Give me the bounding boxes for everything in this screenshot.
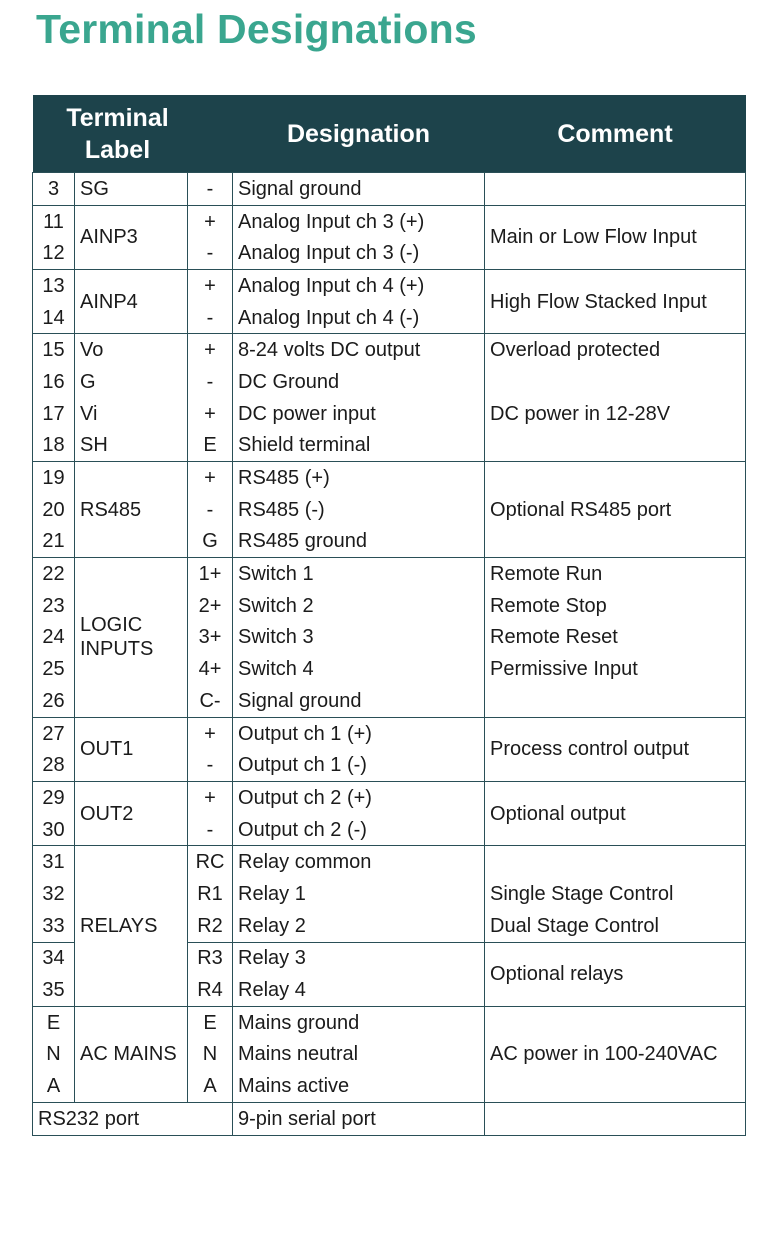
terminal-number: 20: [33, 494, 75, 526]
table-header-row: [33, 95, 746, 173]
terminal-polarity: R4: [188, 974, 233, 1006]
terminal-polarity: R1: [188, 878, 233, 910]
terminal-comment: Optional RS485 port: [485, 462, 746, 558]
page-title: Terminal Designations: [36, 6, 477, 52]
terminal-polarity: -: [188, 494, 233, 526]
terminal-comment: Remote Run: [485, 558, 746, 590]
terminal-number: 28: [33, 749, 75, 781]
terminal-comment: Dual Stage Control: [485, 910, 746, 942]
terminal-number: 33: [33, 910, 75, 942]
terminal-number: 14: [33, 302, 75, 334]
table-row: [33, 270, 746, 302]
terminal-table: [32, 95, 746, 1136]
terminal-designation: RS485 ground: [233, 526, 485, 558]
terminal-designation: RS485 (+): [233, 462, 485, 494]
terminal-number: E: [33, 1006, 75, 1038]
terminal-comment: Optional relays: [485, 942, 746, 1006]
terminal-comment: Permissive Input: [485, 653, 746, 685]
terminal-comment: Process control output: [485, 717, 746, 781]
terminal-number: 19: [33, 462, 75, 494]
terminal-label: LOGIC INPUTS: [75, 558, 188, 717]
terminal-polarity: 4+: [188, 653, 233, 685]
terminal-polarity: +: [188, 717, 233, 749]
terminal-designation: Output ch 2 (+): [233, 782, 485, 814]
table-row: [33, 717, 746, 749]
terminal-comment: [485, 846, 746, 878]
terminal-designation: Relay 2: [233, 910, 485, 942]
table-row: [33, 173, 746, 206]
terminal-polarity: -: [188, 302, 233, 334]
terminal-comment: [485, 173, 746, 206]
table-row: [33, 205, 746, 237]
terminal-number: 15: [33, 334, 75, 366]
terminal-designation: Output ch 2 (-): [233, 814, 485, 846]
terminal-label: AC MAINS: [75, 1006, 188, 1102]
terminal-label: RS232 port: [33, 1102, 233, 1135]
terminal-polarity: +: [188, 270, 233, 302]
terminal-comment: High Flow Stacked Input: [485, 270, 746, 334]
terminal-designation: Relay 3: [233, 942, 485, 974]
terminal-number: 16: [33, 366, 75, 398]
terminal-number: 17: [33, 398, 75, 430]
terminal-designation: DC power input: [233, 398, 485, 430]
terminal-comment: [485, 1102, 746, 1135]
table-row: [33, 334, 746, 366]
terminal-designation: Signal ground: [233, 685, 485, 717]
terminal-designation: Output ch 1 (-): [233, 749, 485, 781]
terminal-number: 11: [33, 205, 75, 237]
terminal-comment: Overload protected: [485, 334, 746, 366]
terminal-number: 13: [33, 270, 75, 302]
terminal-polarity: +: [188, 462, 233, 494]
terminal-number: 26: [33, 685, 75, 717]
terminal-polarity: -: [188, 366, 233, 398]
terminal-label: RS485: [75, 462, 188, 558]
terminal-number: 18: [33, 430, 75, 462]
table-row: [33, 846, 746, 878]
table-row: [33, 1006, 746, 1038]
terminal-number: 29: [33, 782, 75, 814]
terminal-label: OUT1: [75, 717, 188, 781]
terminal-polarity: 3+: [188, 622, 233, 654]
table-row: [33, 1102, 746, 1135]
terminal-number: 32: [33, 878, 75, 910]
terminal-comment: Remote Reset: [485, 622, 746, 654]
terminal-number: 34: [33, 942, 75, 974]
header-designation: Designation: [233, 95, 485, 173]
terminal-polarity: RC: [188, 846, 233, 878]
terminal-comment: Remote Stop: [485, 590, 746, 622]
terminal-designation: 8-24 volts DC output: [233, 334, 485, 366]
terminal-comment: Single Stage Control: [485, 878, 746, 910]
terminal-designation: Analog Input ch 4 (-): [233, 302, 485, 334]
terminal-polarity: R3: [188, 942, 233, 974]
terminal-designation: Analog Input ch 3 (-): [233, 237, 485, 269]
terminal-polarity: +: [188, 398, 233, 430]
terminal-number: 3: [33, 173, 75, 206]
terminal-polarity: -: [188, 814, 233, 846]
terminal-designation: Mains neutral: [233, 1039, 485, 1071]
terminal-polarity: E: [188, 430, 233, 462]
terminal-polarity: 2+: [188, 590, 233, 622]
terminal-polarity: +: [188, 782, 233, 814]
table-row: [33, 558, 746, 590]
terminal-number: 21: [33, 526, 75, 558]
terminal-label: AINP4: [75, 270, 188, 334]
terminal-designation: Relay 4: [233, 974, 485, 1006]
terminal-label: OUT2: [75, 782, 188, 846]
terminal-number: 22: [33, 558, 75, 590]
terminal-designation: Switch 4: [233, 653, 485, 685]
terminal-polarity: E: [188, 1006, 233, 1038]
terminal-polarity: R2: [188, 910, 233, 942]
terminal-designation: Output ch 1 (+): [233, 717, 485, 749]
terminal-designation: DC Ground: [233, 366, 485, 398]
terminal-comment: AC power in 100-240VAC: [485, 1006, 746, 1102]
terminal-number: N: [33, 1039, 75, 1071]
terminal-designation: Relay 1: [233, 878, 485, 910]
terminal-label: AINP3: [75, 205, 188, 269]
terminal-comment: Main or Low Flow Input: [485, 205, 746, 269]
terminal-polarity: -: [188, 237, 233, 269]
terminal-label: SG: [75, 173, 188, 206]
terminal-comment: Optional output: [485, 782, 746, 846]
header-terminal-label: Terminal Label: [33, 95, 233, 173]
terminal-designation: 9-pin serial port: [233, 1102, 485, 1135]
terminal-label: SH: [75, 430, 188, 462]
terminal-polarity: G: [188, 526, 233, 558]
terminal-comment: DC power in 12-28V: [485, 366, 746, 462]
terminal-comment: [485, 685, 746, 717]
terminal-polarity: +: [188, 334, 233, 366]
terminal-polarity: N: [188, 1039, 233, 1071]
terminal-designation: Switch 3: [233, 622, 485, 654]
terminal-designation: Signal ground: [233, 173, 485, 206]
terminal-number: 31: [33, 846, 75, 878]
terminal-number: 30: [33, 814, 75, 846]
terminal-polarity: C-: [188, 685, 233, 717]
terminal-designation: RS485 (-): [233, 494, 485, 526]
terminal-designation: Mains active: [233, 1070, 485, 1102]
terminal-polarity: A: [188, 1070, 233, 1102]
terminal-number: 35: [33, 974, 75, 1006]
terminal-polarity: -: [188, 173, 233, 206]
terminal-designation: Switch 2: [233, 590, 485, 622]
terminal-number: 23: [33, 590, 75, 622]
terminal-polarity: 1+: [188, 558, 233, 590]
terminal-number: 27: [33, 717, 75, 749]
table-row: [33, 462, 746, 494]
terminal-label: Vi: [75, 398, 188, 430]
header-comment: Comment: [485, 95, 746, 173]
terminal-number: 12: [33, 237, 75, 269]
terminal-designation: Analog Input ch 4 (+): [233, 270, 485, 302]
terminal-designation: Relay common: [233, 846, 485, 878]
terminal-designation: Analog Input ch 3 (+): [233, 205, 485, 237]
table-row: [33, 782, 746, 814]
terminal-designation: Switch 1: [233, 558, 485, 590]
terminal-polarity: -: [188, 749, 233, 781]
terminal-polarity: +: [188, 205, 233, 237]
table-row: [33, 366, 746, 398]
terminal-designation: Shield terminal: [233, 430, 485, 462]
terminal-number: A: [33, 1070, 75, 1102]
terminal-label: RELAYS: [75, 846, 188, 1006]
terminal-number: 25: [33, 653, 75, 685]
terminal-designation: Mains ground: [233, 1006, 485, 1038]
terminal-label: Vo: [75, 334, 188, 366]
terminal-label: G: [75, 366, 188, 398]
terminal-number: 24: [33, 622, 75, 654]
